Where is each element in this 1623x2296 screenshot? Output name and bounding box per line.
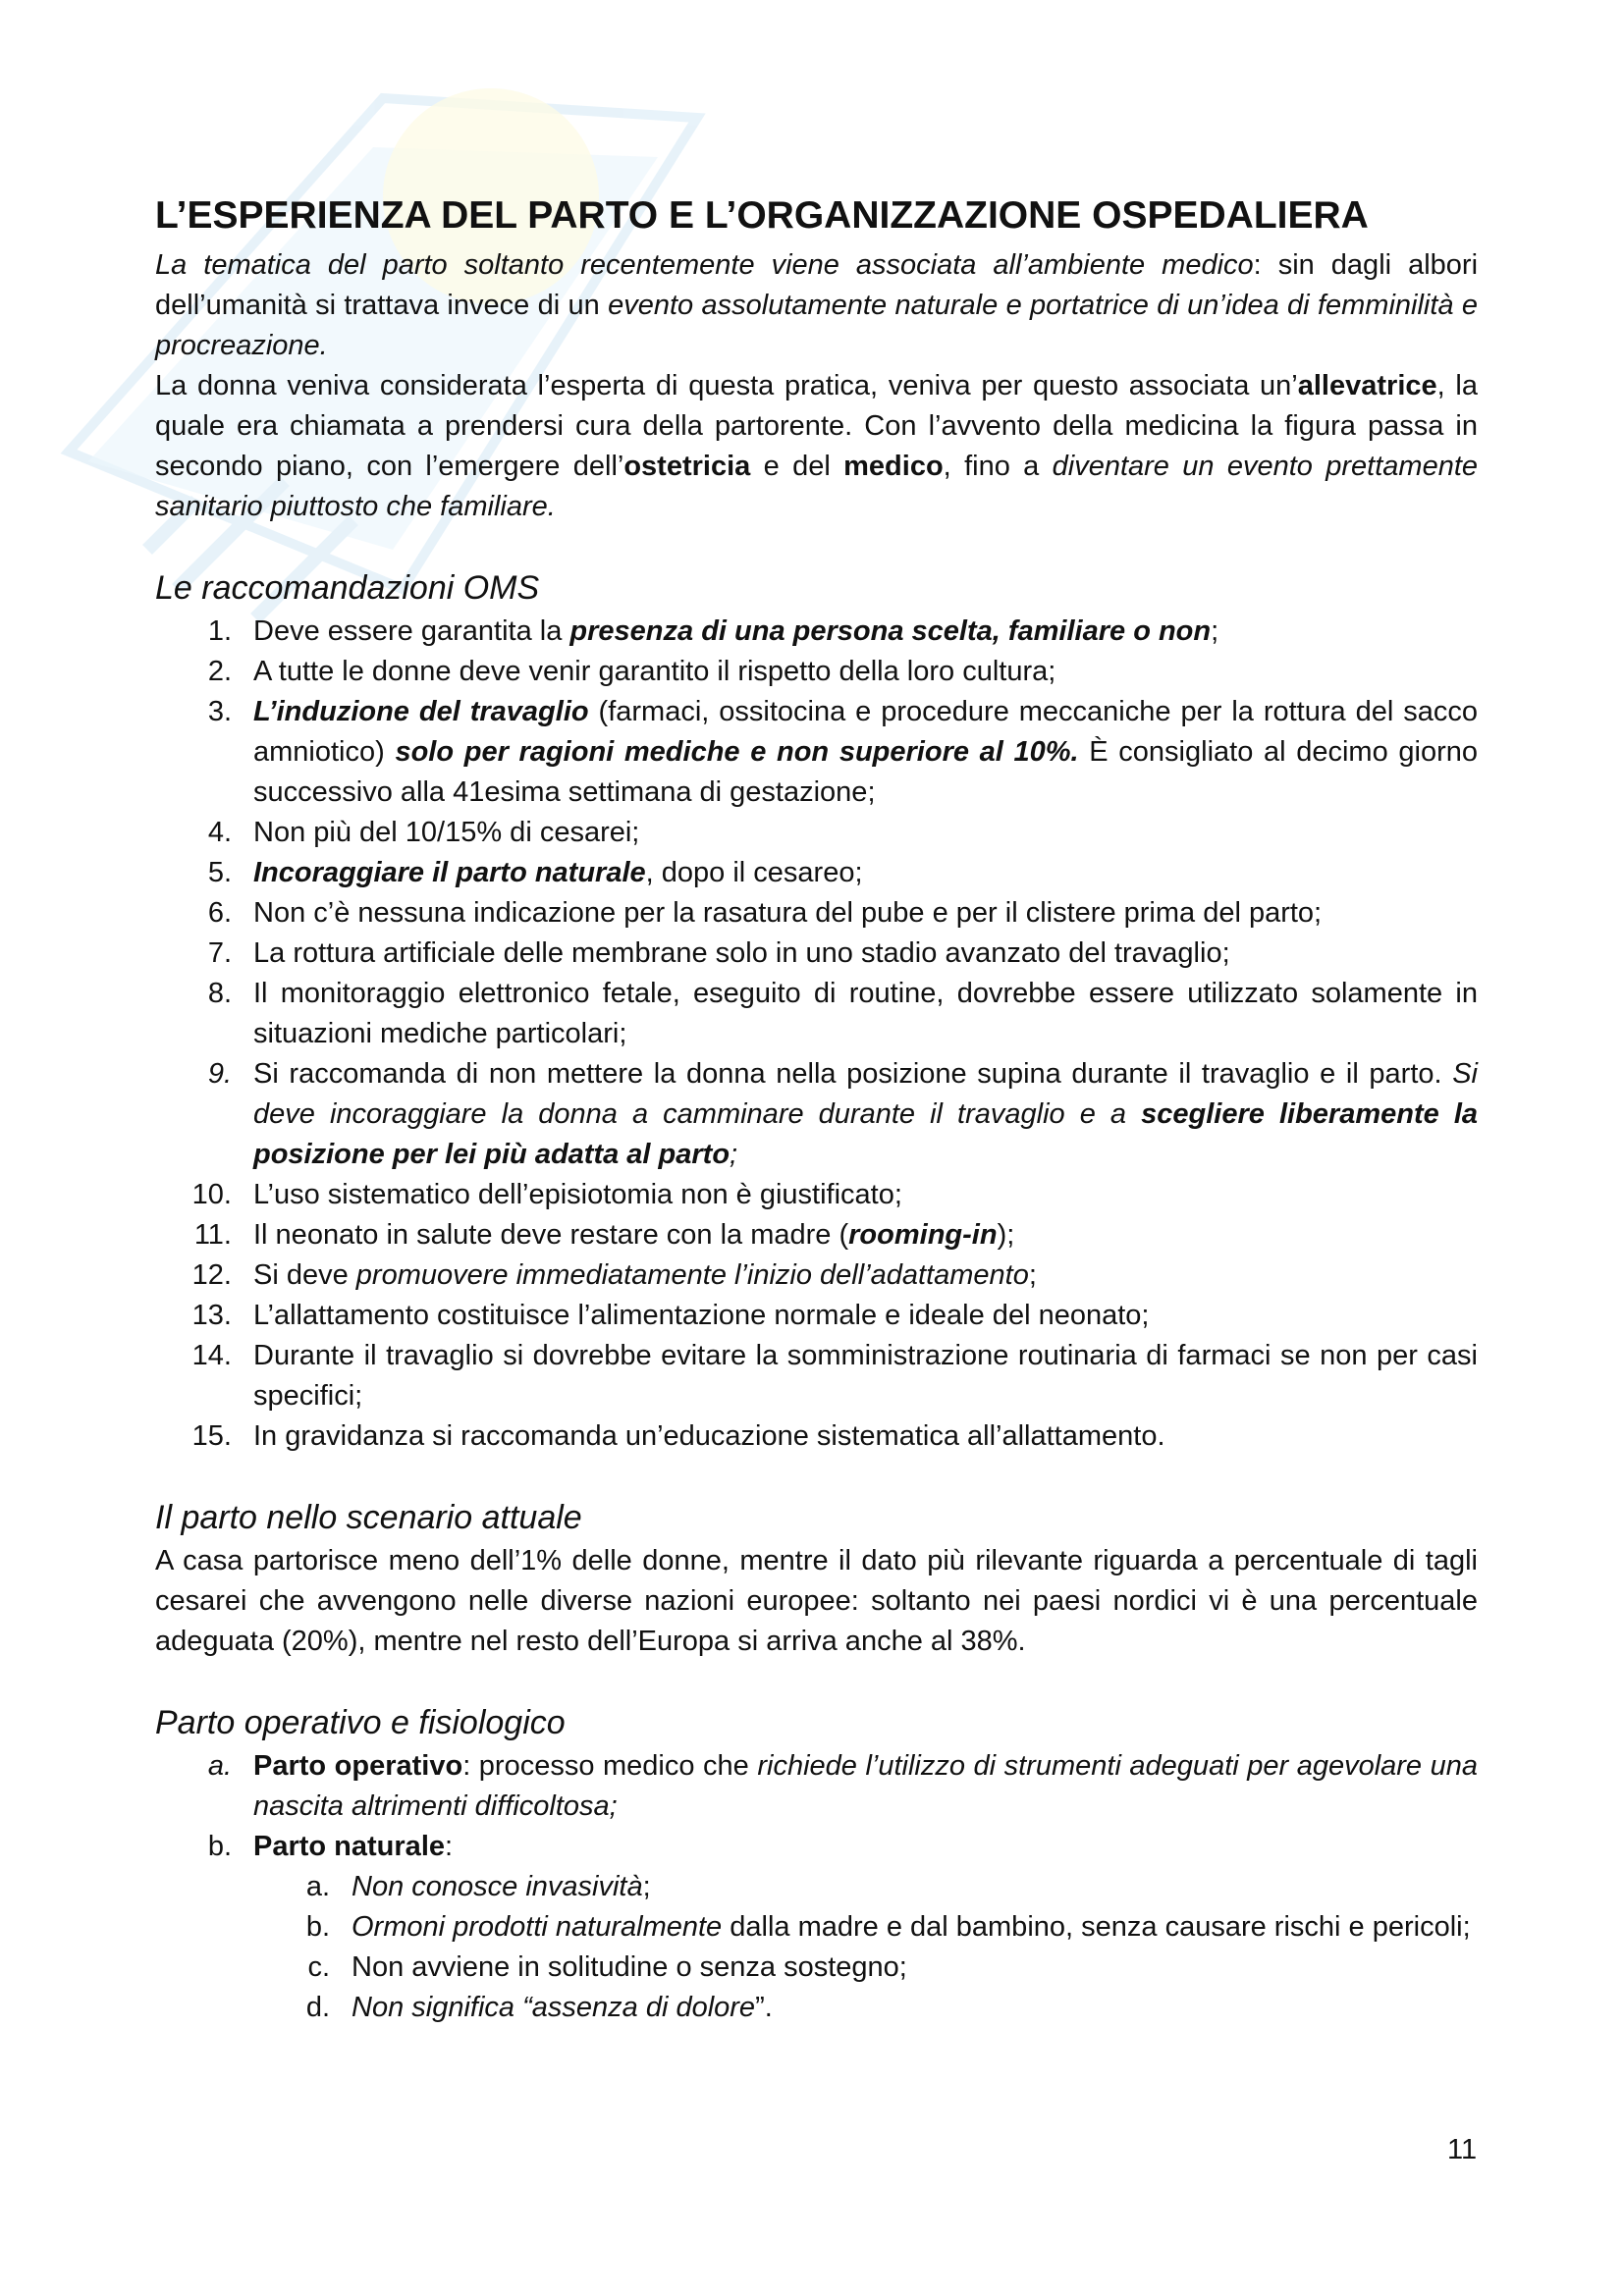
text-run: La rottura artificiale delle membrane solo in uno stadio avanzato del travaglio; <box>253 937 1230 969</box>
text-run: ”. <box>755 1992 773 2023</box>
text-run: Si deve <box>253 1259 356 1291</box>
list-item <box>155 1296 1478 1336</box>
list-number: 6. <box>207 897 232 929</box>
list-number: a. <box>305 1871 330 1902</box>
text-run: diventare un evento prettamente sanitario piuttosto che familiare. <box>155 451 1479 522</box>
intro-section <box>155 245 1478 527</box>
page-number: 11 <box>1447 2134 1478 2165</box>
list-number: b. <box>305 1911 330 1943</box>
list-item <box>253 1907 1478 1948</box>
text-run: La donna veniva considerata l’esperta di questa pratica, veniva per questo associata un’ <box>155 370 1298 401</box>
text-run: Deve essere garantita la <box>253 615 570 647</box>
oms-list <box>155 612 1478 1457</box>
text-run: ); <box>997 1219 1015 1251</box>
text-run: È consigliato al decimo giorno successivo alla 41esima settimana di gestazione; <box>253 736 1479 808</box>
text-run: Il monitoraggio elettronico fetale, eseguito di routine, dovrebbe essere utilizzato solamente in situazioni mediche particolari; <box>253 978 1478 1049</box>
scenario-paragraph: A casa partorisce meno dell’1% delle donne, mentre il dato più rilevante riguarda a percentuale di tagli cesarei che avvengono nelle diverse nazioni europee: soltanto nei paesi nordici vi è una percentuale adeguata (20%), mentre nel resto dell’Europa si arriva anche al 38%. <box>155 1545 1478 1657</box>
text-run: ; <box>642 1871 651 1902</box>
text-run: evento assolutamente naturale e portatrice di un’idea di femminilità e procreazione. <box>155 290 1478 361</box>
list-number: a. <box>207 1750 232 1782</box>
text-run: ; <box>1028 1259 1037 1291</box>
text-run: ostetricia <box>623 451 751 482</box>
list-item <box>155 1215 1478 1255</box>
list-item <box>155 1416 1478 1457</box>
list-number: 12. <box>191 1259 232 1291</box>
list-item <box>155 893 1478 934</box>
list-number: d. <box>305 1992 330 2023</box>
list-number: 4. <box>207 817 232 848</box>
text-run: rooming-in <box>848 1219 998 1251</box>
text-run: Parto naturale <box>253 1831 445 1862</box>
text-run: Incoraggiare il parto naturale <box>253 857 646 888</box>
text-run: e del <box>750 451 844 482</box>
text-run: , dopo il cesareo; <box>645 857 863 888</box>
list-number: 13. <box>191 1300 232 1331</box>
text-run: , la quale era chiamata a prendersi cura della partorente. Con l’avvento della medicina la figura passa in secondo piano, con l’emergere dell’ <box>155 370 1478 482</box>
list-item <box>253 1948 1478 1988</box>
list-number: 8. <box>207 978 232 1009</box>
text-run: Il neonato in salute deve restare con la madre ( <box>253 1219 849 1251</box>
document-page <box>155 192 1478 2028</box>
text-run: L’allattamento costituisce l’alimentazione normale e ideale del neonato; <box>253 1300 1150 1331</box>
text-run: (farmaci, ossitocina e procedure meccaniche per la rottura del sacco amniotico) <box>253 696 1478 768</box>
list-number: 1. <box>207 615 232 647</box>
text-run: In gravidanza si raccomanda un’educazione sistematica all’allattamento. <box>253 1420 1165 1452</box>
list-item <box>155 853 1478 893</box>
text-run: dalla madre e dal bambino, senza causare rischi e pericoli; <box>722 1911 1471 1943</box>
list-item <box>155 934 1478 974</box>
list-item <box>155 1054 1478 1175</box>
text-run: medico <box>843 451 944 482</box>
text-run: Si deve incoraggiare la donna a camminare durante il travaglio e a <box>253 1058 1478 1130</box>
text-run: La tematica del parto soltanto recentemente viene associata all’ambiente medico <box>155 249 1254 281</box>
text-run: solo per ragioni mediche e non superiore al 10%. <box>395 736 1079 768</box>
text-run: scegliere liberamente la posizione per lei più adatta al parto <box>253 1098 1479 1170</box>
list-item <box>155 652 1478 692</box>
page-title: L’ESPERIENZA DEL PARTO E L’ORGANIZZAZIONE OSPEDALIERA <box>155 194 1369 237</box>
text-run: Non più del 10/15% di cesarei; <box>253 817 640 848</box>
list-item <box>155 1175 1478 1215</box>
list-number: 14. <box>191 1340 232 1371</box>
text-run: Non conosce invasività <box>352 1871 643 1902</box>
section-heading-oms: Le raccomandazioni OMS <box>155 569 540 607</box>
list-item <box>155 1746 1478 1827</box>
text-run: Non significa “assenza di dolore <box>352 1992 756 2023</box>
text-run: : processo medico che <box>462 1750 758 1782</box>
list-item <box>253 1988 1478 2028</box>
list-item <box>155 612 1478 652</box>
list-item <box>155 974 1478 1054</box>
text-run: L’uso sistematico dell’episiotomia non è giustificato; <box>253 1179 902 1210</box>
list-item <box>155 692 1478 813</box>
operativo-list <box>155 1746 1478 1867</box>
list-number: 9. <box>207 1058 232 1090</box>
section-heading-operativo: Parto operativo e fisiologico <box>155 1704 566 1741</box>
text-run: : <box>445 1831 454 1862</box>
intro-paragraph <box>155 245 1478 366</box>
text-run: Durante il travaglio si dovrebbe evitare la somministrazione routinaria di farmaci se non per casi specifici; <box>253 1340 1478 1412</box>
list-number: c. <box>307 1951 330 1983</box>
list-number: b. <box>207 1831 232 1862</box>
list-item <box>155 1255 1478 1296</box>
text-run: Si raccomanda di non mettere la donna nella posizione supina durante il travaglio e il parto. <box>253 1058 1453 1090</box>
list-number: 11. <box>193 1219 232 1251</box>
section-heading-scenario: Il parto nello scenario attuale <box>155 1499 582 1536</box>
text-run: A tutte le donne deve venir garantito il rispetto della loro cultura; <box>253 656 1056 687</box>
text-run: Non c’è nessuna indicazione per la rasatura del pube e per il clistere prima del parto; <box>253 897 1323 929</box>
text-run: , fino a <box>943 451 1053 482</box>
text-run: Parto operativo <box>253 1750 463 1782</box>
list-number: 3. <box>207 696 232 727</box>
parto-naturale-sublist <box>155 1867 1478 2028</box>
text-run: Non avviene in solitudine o senza sostegno; <box>352 1951 907 1983</box>
list-number: 15. <box>191 1420 232 1452</box>
text-run: ; <box>730 1139 738 1170</box>
text-run: ; <box>1211 615 1219 647</box>
text-run: richiede l’utilizzo di strumenti adeguati per agevolare una nascita altrimenti difficoltosa; <box>253 1750 1478 1822</box>
list-number: 10. <box>191 1179 232 1210</box>
text-run: promuovere immediatamente l’inizio dell’adattamento <box>355 1259 1029 1291</box>
text-run: L’induzione del travaglio <box>253 696 589 727</box>
text-run: Ormoni prodotti naturalmente <box>352 1911 723 1943</box>
list-number: 2. <box>207 656 232 687</box>
intro-paragraph <box>155 366 1478 527</box>
list-number: 7. <box>207 937 232 969</box>
text-run: presenza di una persona scelta, familiare o non <box>569 615 1212 647</box>
list-item <box>155 1336 1478 1416</box>
list-number: 5. <box>207 857 232 888</box>
list-item <box>155 813 1478 853</box>
text-run: : sin dagli albori dell’umanità si trattava invece di un <box>155 249 1479 321</box>
text-run: allevatrice <box>1297 370 1437 401</box>
list-item <box>155 1827 1478 1867</box>
list-item <box>253 1867 1478 1907</box>
